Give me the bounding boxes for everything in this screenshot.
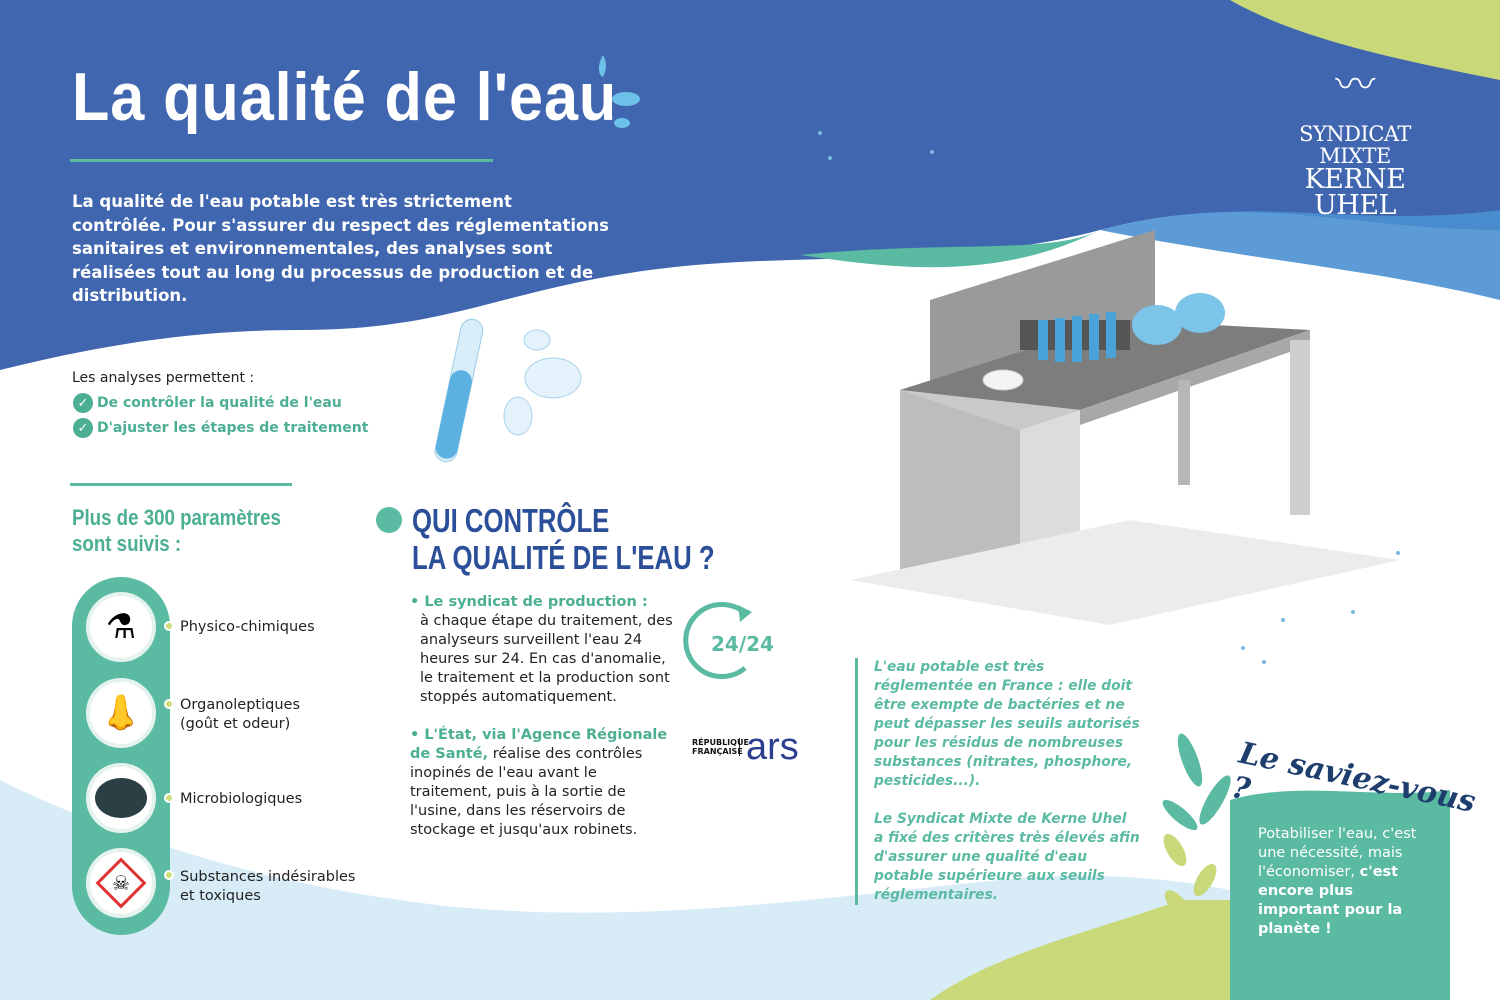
check-icon: ✓	[73, 393, 93, 413]
analyses-item: ✓ D'ajuster les étapes de traitement	[73, 418, 368, 438]
param-label: Physico-chimiques	[180, 619, 315, 635]
saviez-vous-text: Potabiliser l'eau, c'est une nécessité, mais l'économiser, c'est encore plus important pour la planète !	[1258, 826, 1417, 937]
param-label: Organoleptiques (goût et odeur)	[180, 697, 301, 732]
bullet-dot	[164, 699, 174, 709]
bullet-dot	[164, 870, 174, 880]
controle-heading: QUI CONTRÔLE LA QUALITÉ DE L'EAU ?	[412, 502, 715, 576]
ars-logo: RÉPUBLIQUE FRANÇAISE ars	[692, 726, 799, 768]
title-underline	[70, 159, 493, 162]
page-title: La qualité de l'eau	[72, 59, 618, 135]
saviez-vous-title: Le saviez-vous ?	[1228, 735, 1479, 821]
param-label: Substances indésirables et toxiques	[180, 869, 356, 904]
bullet-dot	[164, 621, 174, 631]
toxic-icon: ☠	[86, 848, 156, 918]
check-icon: ✓	[73, 418, 93, 438]
logo-bird-icon: 〰	[1335, 62, 1375, 108]
analyses-lead: Les analyses permettent :	[72, 370, 255, 386]
param-label: Microbiologiques	[180, 791, 303, 807]
test-tube-illustration	[433, 317, 581, 463]
microbe-icon	[86, 763, 156, 833]
regulation-quote: L'eau potable est très réglementée en France : elle doit être exempte de bactéries et ne peut dépasser les seuils autorisés pour les résidus de nombreuses substances (nitrates, phosphore, pesticides...). Le Syndicat Mixte de Kerne Uhel a fixé des critères très élevés afin d'assurer une qualité d'eau potable supérieure aux seuils réglementaires.	[855, 658, 1140, 905]
bullet-dot	[164, 793, 174, 803]
globe-icon	[376, 507, 402, 533]
leaves-illustration	[1159, 731, 1236, 835]
lab-bench-illustration	[850, 230, 1400, 625]
badge-24-24: 24/24	[711, 632, 774, 656]
logo-syndicat: 〰 SYNDICAT MIXTE KERNE UHEL	[1262, 125, 1448, 219]
analyses-item: ✓ De contrôler la qualité de l'eau	[73, 393, 342, 413]
controle-syndicat: • Le syndicat de production : à chaque étape du traitement, des analyseurs surveillent l'eau 24 heures sur 24. En cas d'anomalie, le traitement et la production sont stoppés automatiquement.	[410, 594, 673, 705]
divider	[70, 483, 292, 486]
parametres-heading: Plus de 300 paramètres sont suivis :	[72, 505, 281, 556]
flask-icon: ⚗	[86, 592, 156, 662]
intro-text: La qualité de l'eau potable est très strictement contrôlée. Pour s'assurer du respect des réglementations sanitaires et environnementales, des analyses sont réalisées tout au long du processus de production et de distribution.	[72, 192, 609, 305]
controle-etat: • L'État, via l'Agence Régionale de Santé, réalise des contrôles inopinés de l'eau avant le traitement, puis à la sortie de l'usine, dans les réservoirs de stockage et jusqu'aux robinets.	[410, 727, 668, 838]
nose-tongue-icon: 👃	[86, 678, 156, 748]
